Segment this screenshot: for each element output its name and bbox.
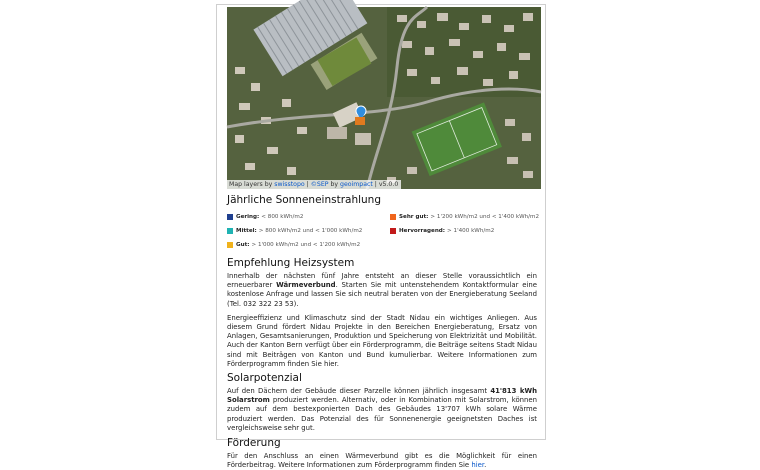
map-attribution: Map layers by swisstopo | ©SEP by geoimpact | v5.0.0 (227, 180, 401, 189)
heizsystem-paragraph-1: Innerhalb der nächsten fünf Jahre entsteht an dieser Stelle voraussichtlich ein erneuerbarer Wärmeverbund. Starten Sie mit untenstehendem Kontaktformular eine kostenlose Anfrage und lassen Sie sich neutral beraten von der Energieberatung Seeland (Tel. 032 322 23 53). (227, 272, 537, 308)
legend-item-gering: Gering: < 800 kWh/m2 (227, 214, 303, 220)
geoimpact-link[interactable]: geoimpact (340, 181, 373, 188)
legend-item-hervorragend: Hervorragend: > 1'400 kWh/m2 (390, 228, 494, 234)
irradiation-legend (227, 211, 540, 251)
legend-swatch (227, 214, 233, 220)
solar-title: Solarpotenzial (227, 372, 302, 385)
swisstopo-link[interactable]: swisstopo (274, 181, 305, 188)
legend-title: Jährliche Sonneneinstrahlung (227, 194, 381, 206)
legend-swatch (227, 228, 233, 234)
content-card (216, 4, 546, 470)
heizsystem-paragraph-2: Energieeffizienz und Klimaschutz sind der Stadt Nidau ein wichtiges Anliegen. Aus diesem Grund fördert Nidau Projekte in den Bereichen Energieberatung, Ersatz von Anlagen, Gesamtsanierungen, Produktion und Speicherung von Elektrizität und Mobilität. Auch der Kanton Bern verfügt über ein Förderprogramm, die Beiträge seitens Stadt Nidau sind mit Beiträgen von Kanton und Bund kumulierbar. Weitere Informationen zum Förderprogramm finden Sie hier. (227, 313, 537, 368)
foerderung-title: Förderung (227, 437, 281, 450)
legend-item-gut: Gut: > 1'000 kWh/m2 und < 1'200 kWh/m2 (227, 242, 360, 248)
foerderung-paragraph: Für den Anschluss an einen Wärmeverbund gibt es die Möglichkeit für einen Förderbeitrag. Weitere Informationen zum Förderprogramm finden Sie hier. (227, 452, 537, 470)
map-imagery (227, 7, 541, 189)
legend-item-sehr-gut: Sehr gut: > 1'200 kWh/m2 und < 1'400 kWh/m2 (390, 214, 539, 220)
aerial-map[interactable] (227, 7, 541, 189)
legend-swatch (390, 214, 396, 220)
solar-paragraph: Auf den Dächern der Gebäude dieser Parzelle können jährlich insgesamt 41'813 kWh Solarstrom produziert werden. Alternativ, oder in Kombination mit Solarstrom, können zudem auf dem bestexponierten Dach des Gebäudes 13'707 kWh solare Wärme produziert werden. Das Potenzial des für Sonnenenergie geeignetsten Daches ist vergleichsweise sehr gut. (227, 387, 537, 432)
foerderung-hier-link[interactable]: hier (471, 461, 485, 470)
heizsystem-title: Empfehlung Heizsystem (227, 257, 355, 269)
legend-swatch (390, 228, 396, 234)
main-content (227, 194, 540, 470)
legend-item-mittel: Mittel: > 800 kWh/m2 und < 1'000 kWh/m2 (227, 228, 362, 234)
osep-link[interactable]: ©SEP (310, 181, 329, 188)
legend-swatch (227, 242, 233, 248)
